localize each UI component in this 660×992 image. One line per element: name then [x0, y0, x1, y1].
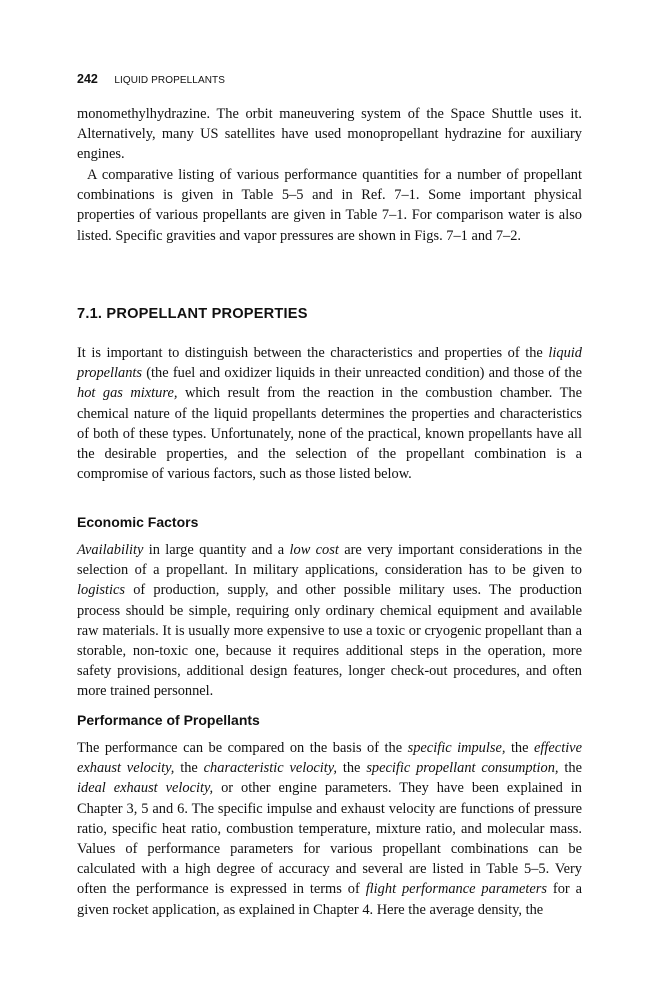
emphasis-specific-impulse: specific impulse, [407, 740, 506, 756]
performance-paragraph: The performance can be compared on the basis of the specific impulse, the effective exhaust velocity, the characteristic velocity, the specific propellant consumption, the ideal exhaust velocity, or other engine parameters. They have been explained in Chapter 3, 5 and 6. The specific impulse and exhaust velocity are functions of pressure ratio, specific heat ratio, combustion temperature, mixture ratio, and molecular mass. Values of performance parameters for various propellant combinations can be calculated with a high degree of accuracy and several are listed in Table 5–5. Very often the performance is expressed in terms of flight performance parameters for a given rocket application, as explained in Chapter 4. Here the average density, the [77, 740, 583, 918]
intro-paragraph-1: monomethylhydrazine. The orbit maneuvering system of the Space Shuttle uses it. Alternatively, many US satellites have used monopropellant hydrazine for auxiliary engines. [77, 106, 582, 163]
emphasis-logistics: logistics [77, 582, 125, 599]
intro-paragraph-2: A comparative listing of various performance quantities for a number of propellant combinations is given in Table 5–5 and in Ref. 7–1. Some important physical properties of various propellants are given in Table 7–1. For comparison water is also listed. Specific gravities and vapor pressures are shown in Figs. 7–1 and 7–2. [77, 167, 582, 244]
section-heading-propellant-properties: 7.1. PROPELLANT PROPERTIES [77, 306, 308, 322]
emphasis-ideal-exhaust-velocity: ideal exhaust velocity, [77, 780, 214, 797]
emphasis-availability: Availability [77, 542, 144, 558]
emphasis-characteristic-velocity: characteristic velocity, [203, 760, 337, 777]
subheading-performance-of-propellants: Performance of Propellants [77, 712, 260, 728]
running-header [77, 70, 225, 88]
section-paragraph: It is important to distinguish between the characteristics and properties of the liquid propellants (the fuel and oxidizer liquids in their unreacted condition) and those of the hot gas mixture, which result from the reaction in the combustion chamber. The chemical nature of the liquid propellants determines the properties and characteristics of both of these types. Unfortunately, none of the practical, known propellants have all the desirable properties, and the selection of the propellant combination is a compromise of various factors, such as those listed below. [77, 345, 582, 483]
emphasis-effective-exhaust-velocity: effective exhaust velocity, [77, 740, 582, 777]
page-number: 242 [77, 72, 98, 86]
emphasis-liquid-propellants: liquid propellants [77, 345, 582, 382]
emphasis-hot-gas-mixture: hot gas mixture, [77, 385, 178, 402]
emphasis-low-cost: low cost [289, 542, 339, 558]
subheading-economic-factors: Economic Factors [77, 514, 199, 530]
emphasis-flight-performance-parameters: flight performance parameters [365, 881, 547, 898]
economic-paragraph: Availability in large quantity and a low cost are very important considerations in the selection of a propellant. In military applications, consideration has to be given to logistics of production, supply, and other possible military uses. The production process should be simple, requiring only ordinary chemical equipment and available raw materials. It is usually more expensive to use a toxic or cryogenic propellant than a storable, non-toxic one, because it requires additional steps in the operation, more safety provisions, additional design features, longer check-out procedures, and often more trained personnel. [77, 542, 582, 700]
running-title: LIQUID PROPELLANTS [114, 75, 226, 86]
emphasis-specific-propellant-consumption: specific propellant consumption, [366, 760, 559, 777]
